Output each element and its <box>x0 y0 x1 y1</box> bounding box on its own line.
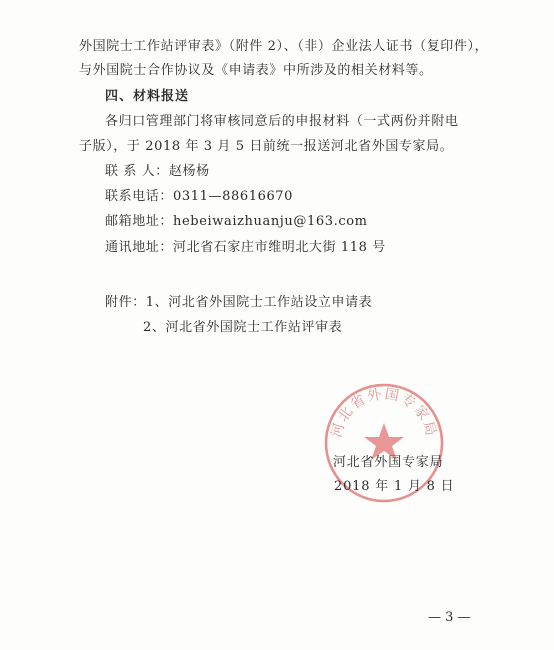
contact-phone: 联系电话：0311—88616670 <box>105 189 294 204</box>
body-paragraph-line-1: 各归口管理部门将审核同意后的申报材料（一式两份并附电 <box>105 114 459 129</box>
signature-date: 2018 年 1 月 8 日 <box>334 479 455 494</box>
attachment-item-1: 附件：1、河北省外国院士工作站设立申请表 <box>105 295 373 310</box>
section-heading: 四、材料报送 <box>105 89 190 104</box>
body-paragraph-line-2: 子版），于 2018 年 3 月 5 日前统一报送河北省外国专家局。 <box>79 139 454 154</box>
contact-address: 通讯地址：河北省石家庄市维明北大街 118 号 <box>105 240 386 255</box>
body-line-2: 与外国院士合作协议及《申请表》中所涉及的相关材料等。 <box>79 63 433 78</box>
contact-person: 联 系 人：赵杨杨 <box>105 164 210 179</box>
attachment-item-2: 2、河北省外国院士工作站评审表 <box>143 320 343 335</box>
contact-email: 邮箱地址：hebeiwaizhuanju@163.com <box>105 214 368 229</box>
body-line-1: 外国院士工作站评审表》（附件 2）、（非）企业法人证书（复印件）， <box>79 39 489 54</box>
page-number: — 3 — <box>428 610 471 625</box>
seal-text: 河北省外国专家局 <box>328 386 440 440</box>
signature-organization: 河北省外国专家局 <box>333 455 444 470</box>
